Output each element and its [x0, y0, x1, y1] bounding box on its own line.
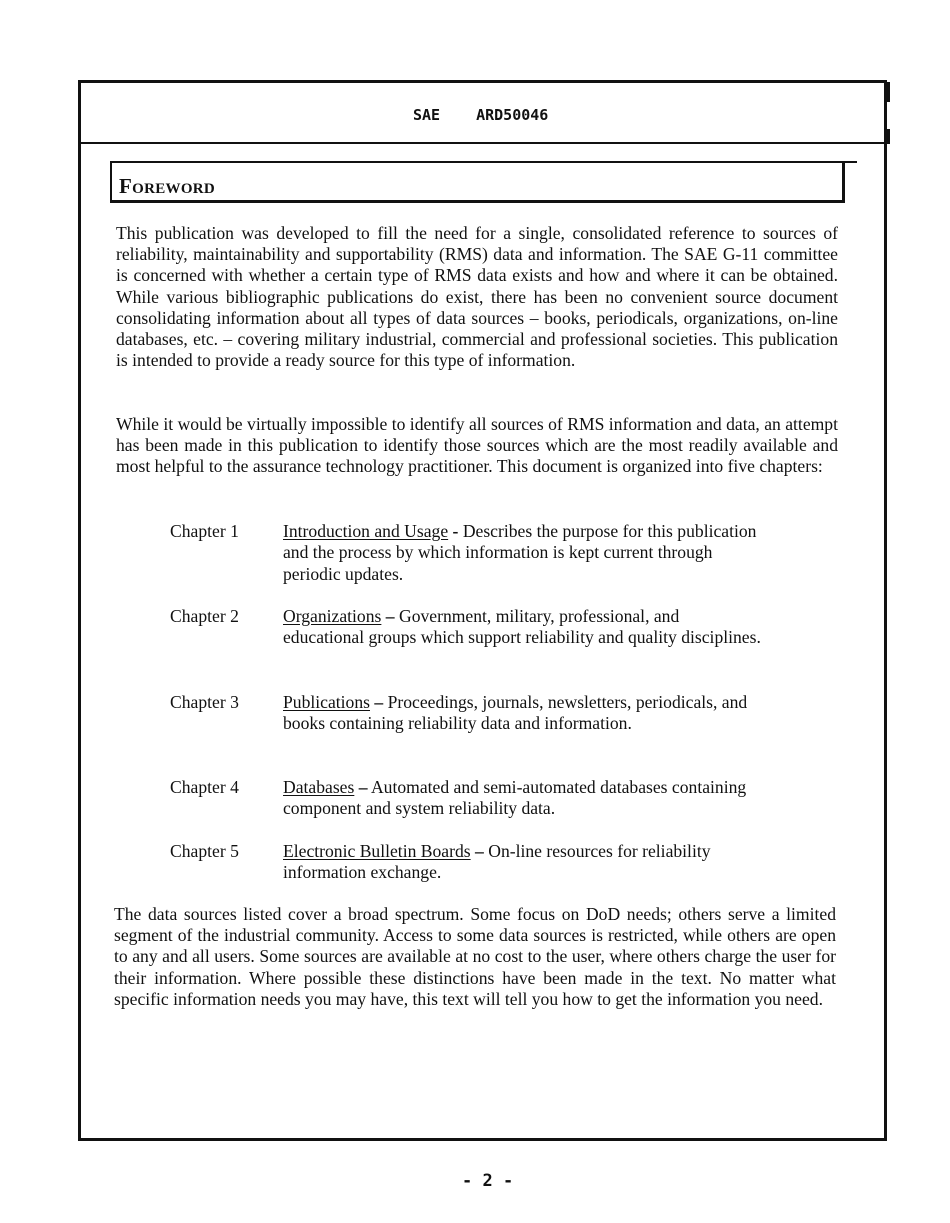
chapter-title: Publications	[283, 692, 370, 712]
chapter-title: Electronic Bulletin Boards	[283, 841, 471, 861]
chapter-description	[283, 777, 763, 820]
chapter-title: Organizations	[283, 606, 382, 626]
chapter-separator: –	[385, 606, 395, 626]
chapter-title: Databases	[283, 777, 355, 797]
chapter-description	[283, 521, 763, 585]
chapter-label: Chapter 4	[170, 777, 239, 797]
document-header	[413, 106, 548, 124]
page-number: - 2 -	[462, 1171, 514, 1191]
chapter-label: Chapter 5	[170, 841, 239, 861]
header-org: SAE	[413, 106, 441, 124]
closing-paragraph: The data sources listed cover a broad spectrum. Some focus on DoD needs; others serve a limited segment of the industrial community. Access to some data sources is restricted, while others are open to any and all users. Some sources are available at no cost to the user, where others charge the user for their information. Where possible these distinctions have been made in the text. No matter what specific information needs you may have, this text will tell you how to get the information you need.	[114, 904, 836, 1009]
chapter-separator: -	[452, 521, 459, 541]
chapter-description	[283, 606, 763, 649]
chapter-label: Chapter 3	[170, 692, 239, 712]
chapter-separator: –	[475, 841, 484, 861]
chapter-separator: –	[358, 777, 368, 797]
section-title: Foreword	[119, 174, 216, 198]
chapter-text: Government, military, professional, and educational groups which support reliability and quality disciplines.	[283, 606, 761, 648]
chapter-description	[283, 841, 763, 884]
header-divider	[78, 142, 890, 144]
chapter-separator: –	[374, 692, 384, 712]
chapter-description	[283, 692, 763, 735]
title-box-mark	[843, 161, 857, 163]
organization-paragraph: While it would be virtually impossible to identify all sources of RMS information and data, an attempt has been made in this publication to identify those sources which are the most readily available and most helpful to the assurance technology practitioner. This document is organized into five chapters:	[116, 414, 838, 477]
chapter-label: Chapter 2	[170, 606, 239, 626]
chapter-title: Introduction and Usage	[283, 521, 449, 541]
chapter-label: Chapter 1	[170, 521, 239, 541]
chapter-text: Automated and semi-automated databases containing component and system reliability data.	[283, 777, 747, 819]
frame-mark	[887, 129, 890, 143]
chapter-text: Describes the purpose for this publication and the process by which information is kept current through periodic updates.	[283, 521, 757, 584]
frame-mark	[887, 82, 890, 102]
header-doc-number: ARD50046	[476, 106, 549, 124]
chapter-text: On-line resources for reliability information exchange.	[283, 841, 711, 883]
intro-paragraph: This publication was developed to fill the need for a single, consolidated reference to sources of reliability, maintainability and supportability (RMS) data and information. The SAE G-11 committee is concerned with whether a certain type of RMS data exists and how and where it can be obtained. While various bibliographic publications do exist, there has been no convenient source document consolidating information about all types of data sources – books, periodicals, organizations, on-line databases, etc. – covering military industrial, commercial and professional societies. This publication is intended to provide a ready source for this type of information.	[116, 223, 838, 371]
chapter-text: Proceedings, journals, newsletters, periodicals, and books containing reliability data and information.	[283, 692, 748, 734]
section-title-box	[110, 161, 845, 203]
